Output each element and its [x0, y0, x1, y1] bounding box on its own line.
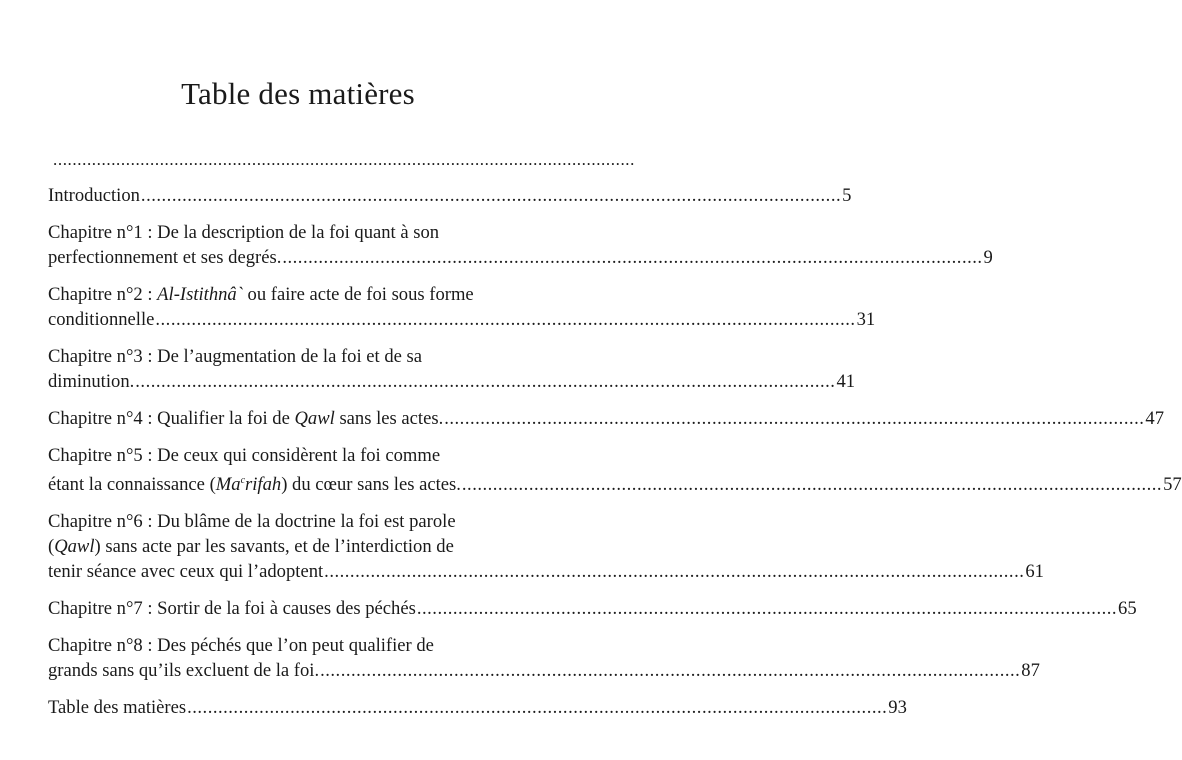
toc-line: [48, 596, 1137, 621]
toc-line: [48, 534, 539, 559]
toc-entry-text: Introduction: [48, 185, 140, 206]
toc-entry-text-part: ) du cœur sans les actes.: [281, 474, 461, 496]
toc-entry-text: Table des matières: [48, 697, 187, 719]
dot-leader: [320, 658, 1020, 683]
toc-entry-chapter-6[interactable]: [48, 509, 1044, 584]
toc-entry-text: diminution.: [48, 371, 135, 392]
page-number: 57: [1163, 474, 1182, 496]
dot-leader: [155, 307, 855, 332]
toc-entry-text: tenir séance avec ceux qui l’adoptent: [48, 561, 324, 583]
separator-dots: ........................................................................................................................: [53, 150, 635, 169]
toc-entry-text: Chapitre n°1 : De la description de la foi quant à son: [48, 222, 440, 243]
toc-entry-text: Chapitre n°8 : Des péchés que l’on peut qualifier de: [48, 635, 434, 657]
page-number: 9: [983, 247, 993, 268]
toc-line: [48, 468, 1182, 497]
toc-entry-italic-term: Qawl: [294, 408, 335, 429]
page-number: 31: [856, 309, 876, 330]
toc-entry-table-des-matieres[interactable]: [48, 695, 907, 720]
dot-leader: [444, 406, 1144, 431]
toc-entry-text: Chapitre n°3 : De l’augmentation de la foi et de sa: [48, 346, 423, 367]
toc-entry-text-part: ) sans acte par les savants, et de l’interdiction de: [94, 536, 454, 558]
toc-entry-italic-term: Qawl: [54, 536, 95, 558]
dot-leader: [141, 183, 841, 208]
toc-line: [48, 183, 852, 208]
toc-line: [48, 695, 907, 720]
toc-line: [48, 406, 1165, 431]
dot-leader: [187, 695, 887, 720]
page-number: 93: [888, 697, 907, 719]
toc-entry-text: perfectionnement et ses degrés.: [48, 247, 282, 268]
toc-entry-chapter-5[interactable]: [48, 443, 1182, 497]
dot-leader: [462, 472, 1162, 497]
page-number: 47: [1145, 408, 1165, 429]
toc-entry-text-part: sans les actes.: [334, 408, 444, 429]
toc-entry-text: ou faire acte de foi sous forme: [242, 284, 474, 305]
toc-line: [48, 282, 539, 307]
toc-line: [48, 658, 1040, 683]
toc-entry-text: Chapitre n°6 : Du blâme de la doctrine la foi est parole: [48, 511, 456, 533]
toc-entry-chapter-7[interactable]: [48, 596, 1137, 621]
toc-entry-text: [48, 468, 461, 497]
toc-entry-text-part: Chapitre n°4 : Qualifier la foi de: [48, 408, 295, 429]
page-number: 65: [1118, 598, 1137, 620]
toc-entry-italic-term: Al-Istithnâ`: [157, 284, 243, 305]
toc-entry-chapter-2[interactable]: [48, 282, 876, 332]
page-number: 5: [842, 185, 852, 206]
table-of-contents: [48, 183, 1182, 732]
toc-entry-text: conditionnelle: [48, 309, 155, 330]
page-number: 41: [836, 371, 856, 392]
toc-entry-text: grands sans qu’ils excluent de la foi.: [48, 660, 320, 682]
toc-entry-text: Chapitre n°5 : De ceux qui considèrent la foi comme: [48, 445, 441, 466]
toc-entry-chapter-3[interactable]: [48, 344, 856, 394]
page-title: Table des matières: [181, 76, 415, 111]
toc-entry-chapter-8[interactable]: [48, 633, 1040, 683]
dot-leader: [417, 596, 1117, 621]
toc-line: [48, 245, 993, 270]
toc-line: [48, 307, 876, 332]
dot-leader: [135, 369, 835, 394]
toc-entry-chapter-1[interactable]: [48, 220, 993, 270]
page-number: 61: [1025, 561, 1044, 583]
dot-leader: [282, 245, 982, 270]
toc-entry-text-part: (: [48, 536, 55, 558]
toc-entry-text-part: étant la connaissance (: [48, 474, 216, 496]
toc-entry-italic-term: Ma$^c$rifah: [215, 474, 282, 496]
page-number: 87: [1021, 660, 1040, 682]
toc-entry-text: Chapitre n°7 : Sortir de la foi à causes des péchés: [48, 598, 416, 620]
toc-line: [48, 559, 1044, 584]
toc-entry-text: Chapitre n°2 :: [48, 284, 158, 305]
dot-leader: [324, 559, 1024, 584]
toc-entry-text: [48, 406, 443, 431]
toc-line: [48, 369, 856, 394]
toc-entry-introduction[interactable]: [48, 183, 852, 208]
toc-entry-chapter-4[interactable]: [48, 406, 1165, 431]
